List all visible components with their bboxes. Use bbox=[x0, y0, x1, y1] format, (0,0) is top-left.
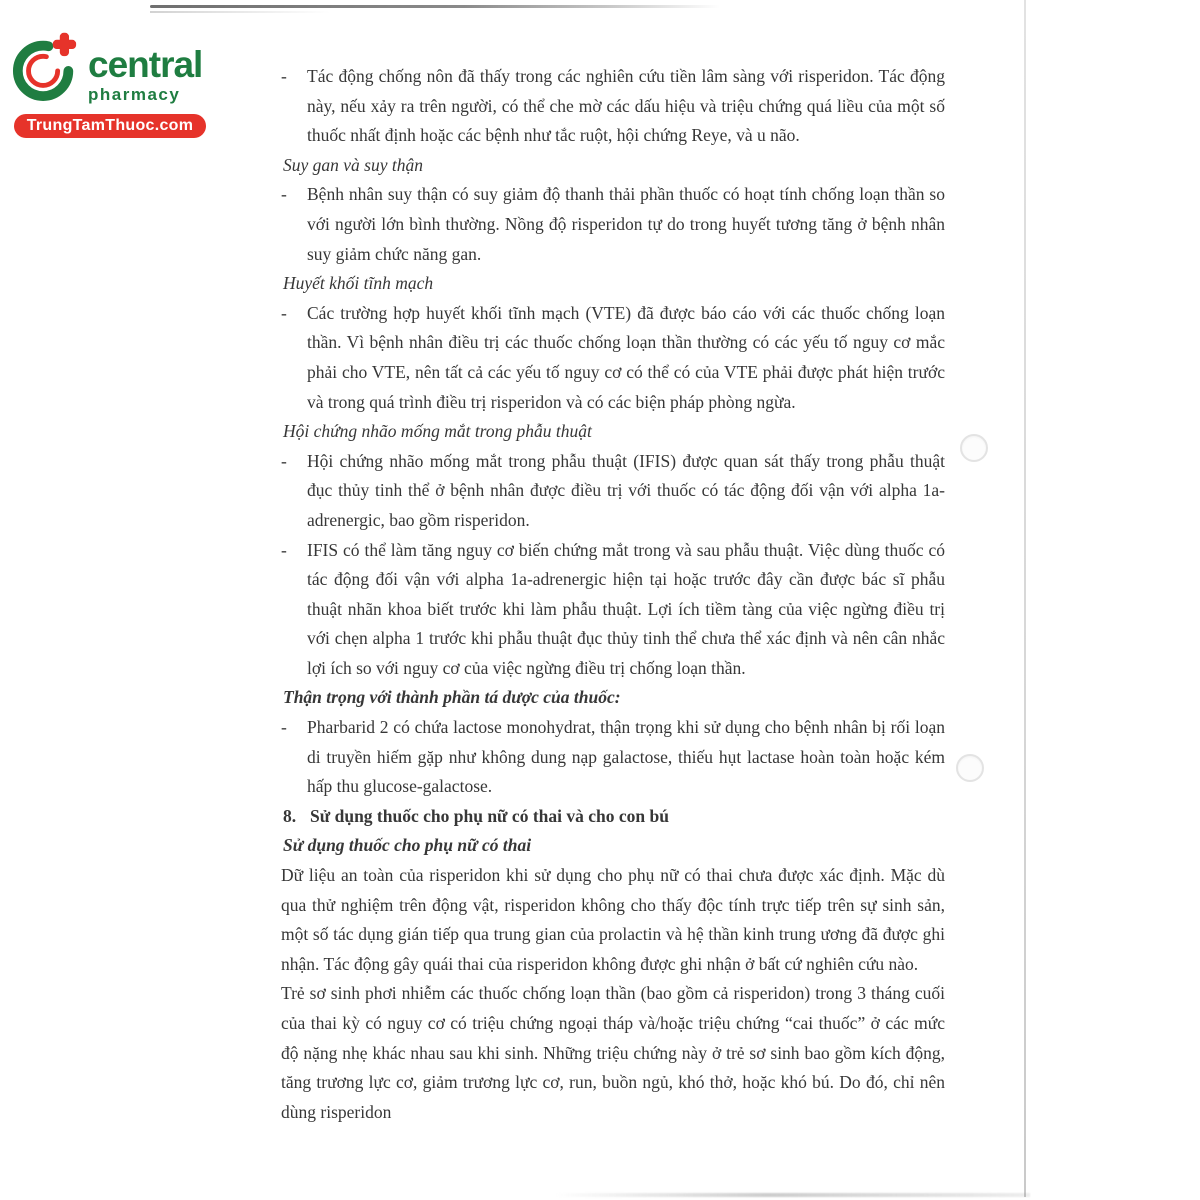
bullet-item bbox=[281, 62, 945, 151]
section-heading: Thận trọng với thành phần tá dược của thuốc: bbox=[283, 687, 621, 708]
section-heading-text: Sử dụng thuốc cho phụ nữ có thai và cho con bú bbox=[310, 805, 669, 826]
bullet-text: Bệnh nhân suy thận có suy giảm độ thanh thải phần thuốc có hoạt tính chống loạn thần so với người lớn bình thường. Nồng độ risperidon tự do trong huyết tương tăng ở bệnh nhân suy giảm chức năng gan. bbox=[307, 184, 945, 264]
section-number: 8. bbox=[283, 805, 297, 826]
section-heading: Suy gan và suy thận bbox=[283, 154, 423, 175]
section-heading: Hội chứng nhão mống mắt trong phẫu thuật bbox=[283, 421, 592, 442]
bullet-text: IFIS có thể làm tăng nguy cơ biến chứng mắt trong và sau phẫu thuật. Việc dùng thuốc có tác động đối vận với alpha 1a-adrenergic hiện tại hoặc trước đây cần được bác sĩ phẫu thuật nhãn khoa biết trước khi làm phẫu thuật. Lợi ích tiềm tàng của việc ngừng điều trị với chẹn alpha 1 trước khi phẫu thuật đục thủy tinh thể chưa thể xác định và nên cân nhắc lợi ích so với nguy cơ của việc ngừng điều trị chống loạn thần. bbox=[307, 539, 945, 678]
bullet-marker: - bbox=[281, 184, 287, 205]
page-right-edge bbox=[1024, 0, 1026, 1197]
bullet-item bbox=[281, 536, 945, 684]
page-bottom-shadow bbox=[555, 1193, 1030, 1197]
bullet-item bbox=[281, 299, 945, 417]
section-heading: Huyết khối tĩnh mạch bbox=[283, 273, 434, 294]
numbered-section-heading bbox=[281, 802, 945, 832]
paragraph: Dữ liệu an toàn của risperidon khi sử dụng cho phụ nữ có thai chưa được xác định. Mặc dù qua thử nghiệm trên động vật, risperidon không cho thấy độc tính trực tiếp trên sự sinh sản, một số tác dụng gián tiếp qua trung gian của prolactin và hệ thần kinh trung ương đã được ghi nhận. Tác động gây quái thai của risperidon không được ghi nhận ở bất cứ nghiên cứu nào. bbox=[281, 865, 945, 974]
punch-hole bbox=[956, 754, 984, 782]
red-cross-icon bbox=[53, 33, 76, 56]
bullet-text: Hội chứng nhão mống mắt trong phẫu thuật (IFIS) được quan sát thấy trong phẫu thuật đục thủy tinh thể ở bệnh nhân được điều trị với thuốc có tác động đối vận với alpha 1a-adrenergic, bao gồm risperidon. bbox=[307, 450, 945, 530]
logo-brand-text: central bbox=[88, 44, 203, 85]
punch-hole bbox=[960, 434, 988, 462]
central-pharmacy-logo bbox=[12, 30, 206, 138]
bullet-text: Các trường hợp huyết khối tĩnh mạch (VTE) đã được báo cáo với các thuốc chống loạn thần. Vì bệnh nhân điều trị các thuốc chống loạn thần thường có các yếu tố nguy cơ mắc phải cho VTE, nên tất cả các yếu tố nguy cơ có thể có của VTE phải được phát hiện trước và trong quá trình điều trị risperidon và có các biện pháp phòng ngừa. bbox=[307, 302, 945, 412]
bullet-marker: - bbox=[281, 302, 287, 323]
section-heading: Sử dụng thuốc cho phụ nữ có thai bbox=[283, 835, 532, 856]
bullet-item bbox=[281, 447, 945, 536]
scan-artifact-line bbox=[150, 5, 720, 8]
bullet-marker: - bbox=[281, 539, 287, 560]
paragraph: Trẻ sơ sinh phơi nhiễm các thuốc chống loạn thần (bao gồm cả risperidon) trong 3 tháng cuối của thai kỳ có nguy cơ có triệu chứng ngoại tháp và/hoặc triệu chứng “cai thuốc” ở các mức độ nặng nhẹ khác nhau sau khi sinh. Những triệu chứng này ở trẻ sơ sinh bao gồm kích động, tăng trương lực cơ, giảm trương lực cơ, run, buồn ngủ, khó thở, hoặc khó bú. Do đó, chỉ nên dùng risperidon bbox=[281, 983, 945, 1122]
logo-site-badge: TrungTamThuoc.com bbox=[14, 114, 206, 138]
bullet-text: Pharbarid 2 có chứa lactose monohydrat, thận trọng khi sử dụng cho bệnh nhân bị rối loạn di truyền hiếm gặp như không dung nạp galactose, thiếu hụt lactase hoàn toàn hoặc kém hấp thu glucose-galactose. bbox=[307, 717, 945, 797]
scan-artifact-line-2 bbox=[150, 11, 330, 13]
bullet-item bbox=[281, 180, 945, 269]
document-body bbox=[281, 62, 945, 1127]
central-pharmacy-logo-icon bbox=[12, 30, 80, 104]
bullet-marker: - bbox=[281, 450, 287, 471]
logo-sub-text: pharmacy bbox=[88, 85, 181, 104]
bullet-marker: - bbox=[281, 66, 287, 86]
bullet-marker: - bbox=[281, 717, 287, 738]
bullet-item bbox=[281, 713, 945, 802]
bullet-text: Tác động chống nôn đã thấy trong các nghiên cứu tiền lâm sàng với risperidon. Tác động này, nếu xảy ra trên người, có thể che mờ các dấu hiệu và triệu chứng quá liều của một số thuốc nhất định hoặc các bệnh như tắc ruột, hội chứng Reye, và u não. bbox=[307, 66, 945, 146]
